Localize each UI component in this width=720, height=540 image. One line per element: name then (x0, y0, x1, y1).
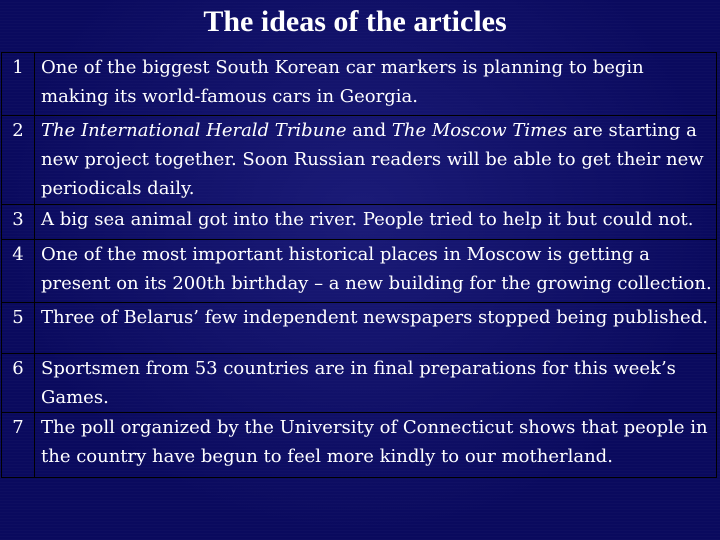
article-text-segment: One of the biggest South Korean car markers is planning to begin making its world-famous cars in Georgia. (41, 57, 644, 107)
newspaper-title: The International Herald Tribune (41, 120, 347, 141)
article-text (35, 205, 717, 240)
article-row (2, 354, 717, 413)
article-text (35, 53, 717, 116)
slide-title: The ideas of the articles (203, 5, 507, 38)
article-row (2, 53, 717, 116)
article-number: 5 (2, 303, 35, 354)
article-row (2, 240, 717, 303)
article-text-segment: Three of Belarus’ few independent newspapers stopped being published. (41, 307, 708, 328)
article-number: 3 (2, 205, 35, 240)
article-number: 7 (2, 413, 35, 478)
article-row (2, 116, 717, 205)
article-row (2, 303, 717, 354)
article-number: 4 (2, 240, 35, 303)
article-text (35, 240, 717, 303)
article-text-segment: are starting a new project together. Soon Russian readers will be able to get their new periodicals daily. (41, 120, 704, 199)
article-text (35, 116, 717, 205)
article-text-segment: and (346, 120, 392, 141)
article-text (35, 303, 717, 354)
article-row (2, 413, 717, 478)
article-text-segment: A big sea animal got into the river. People tried to help it but could not. (41, 209, 694, 230)
articles-table (1, 52, 717, 478)
article-text (35, 354, 717, 413)
article-text (35, 413, 717, 478)
article-row (2, 205, 717, 240)
article-text-segment: The poll organized by the University of Connecticut shows that people in the country have begun to feel more kindly to our motherland. (41, 417, 708, 467)
article-text-segment: One of the most important historical places in Moscow is getting a present on its 200th birthday – a new building for the growing collection. (41, 244, 712, 294)
article-number: 1 (2, 53, 35, 116)
article-number: 2 (2, 116, 35, 205)
article-number: 6 (2, 354, 35, 413)
article-text-segment: Sportsmen from 53 countries are in final preparations for this week’s Games. (41, 358, 676, 408)
newspaper-title: The Moscow Times (391, 120, 568, 141)
